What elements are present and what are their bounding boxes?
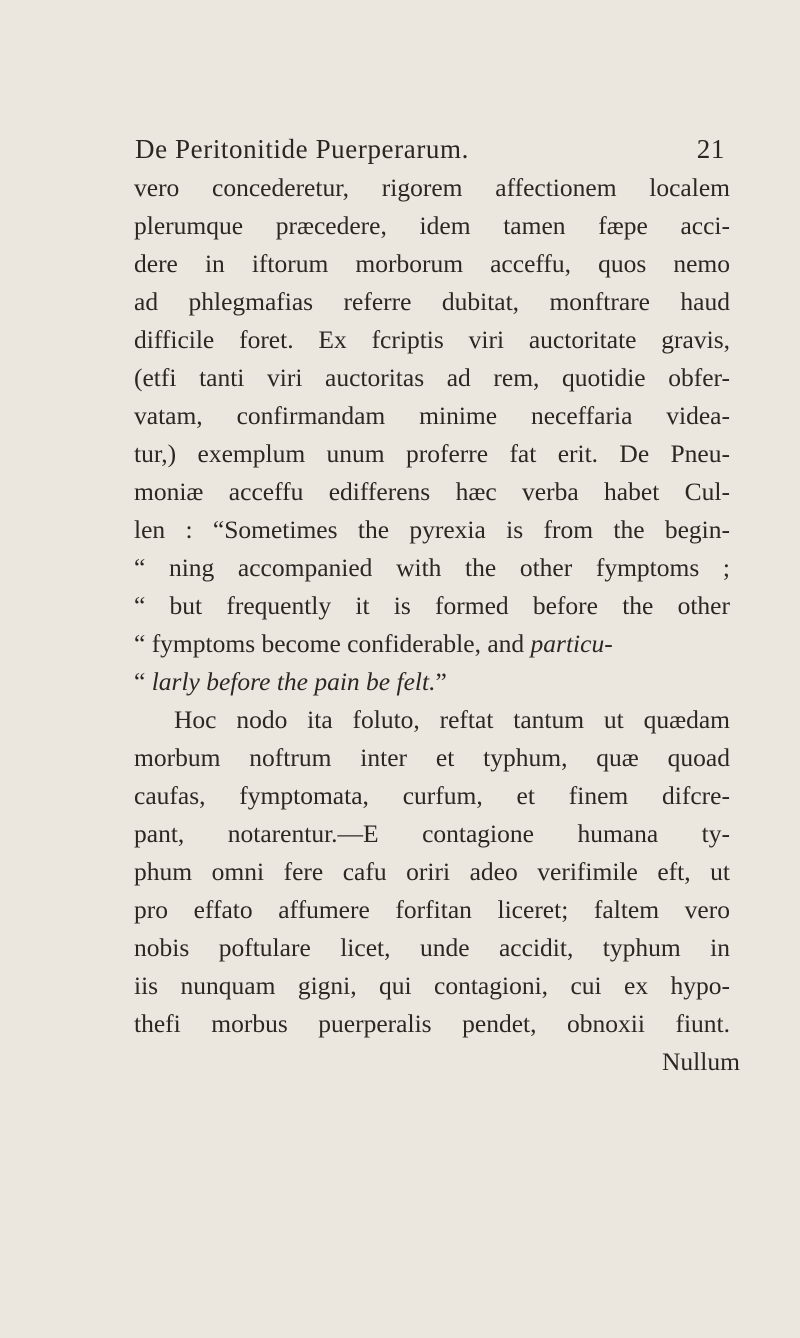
catchword: Nullum (662, 1047, 740, 1076)
text-line: (etfi tanti viri auctoritas ad rem, quotidie obfer- (134, 363, 730, 392)
text-line: plerumque præcedere, idem tamen fæpe acci- (134, 211, 730, 240)
paragraph-first-line: Hoc nodo ita foluto, reftat tantum ut quædam (174, 705, 730, 734)
text-line: thefi morbus puerperalis pendet, obnoxii fiunt. (134, 1009, 730, 1038)
text-line: moniæ acceffu edifferens hæc verba habet Cul- (134, 477, 730, 506)
text-line (134, 662, 447, 702)
text-line-italic: larly before the pain be felt. (151, 667, 436, 696)
text-line: difficile foret. Ex fcriptis viri auctoritate gravis, (134, 325, 730, 354)
running-head-title: De Peritonitide Puerperarum. (135, 134, 469, 164)
text-line: ad phlegmafias referre dubitat, monftrare haud (134, 287, 730, 316)
text-line: morbum noftrum inter et typhum, quæ quoad (134, 743, 730, 772)
text-line: pro effato affumere forfitan liceret; faltem vero (134, 895, 730, 924)
text-line: vero concederetur, rigorem affectionem localem (134, 173, 730, 202)
text-line: pant, notarentur.—E contagione humana ty- (134, 819, 730, 848)
text-line: tur,) exemplum unum proferre fat erit. De Pneu- (134, 439, 730, 468)
page-number: 21 (696, 134, 725, 164)
text-line-quote-mark: “ (134, 667, 146, 696)
text-line: nobis poftulare licet, unde accidit, typhum in (134, 933, 730, 962)
text-line: “ but frequently it is formed before the other (134, 591, 730, 620)
closing-quote: ” (435, 667, 447, 696)
text-line: len : “Sometimes the pyrexia is from the begin- (134, 515, 730, 544)
text-line: caufas, fymptomata, curfum, et finem difcre- (134, 781, 730, 810)
text-line: vatam, confirmandam minime neceffaria videa- (134, 401, 730, 430)
text-line: dere in iftorum morborum acceffu, quos nemo (134, 249, 730, 278)
text-line-italic: particu- (530, 629, 613, 658)
text-line: phum omni fere cafu oriri adeo verifimile eft, ut (134, 857, 730, 886)
text-line: iis nunquam gigni, qui contagioni, cui ex hypo- (134, 971, 730, 1000)
text-line (134, 624, 613, 664)
text-line: “ ning accompanied with the other fymptoms ; (134, 553, 730, 582)
text-line-roman: “ fymptoms become confiderable, and (134, 629, 525, 658)
